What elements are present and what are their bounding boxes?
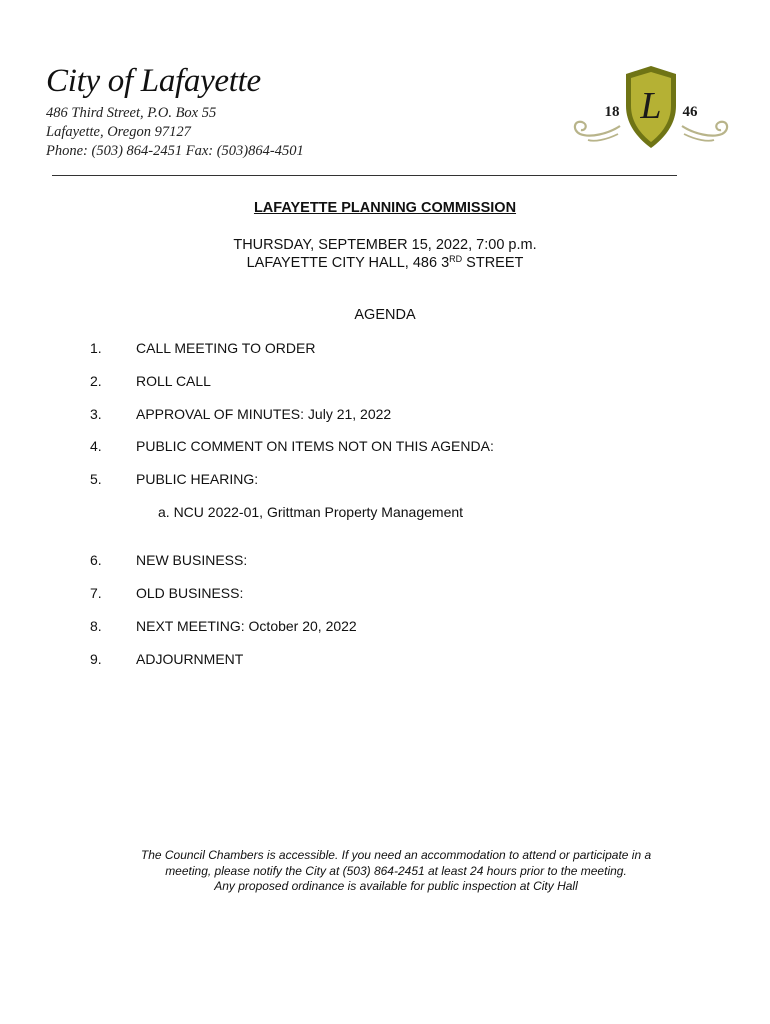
agenda-item-text: ROLL CALL	[136, 373, 211, 389]
phone-fax: Phone: (503) 864-2451 Fax: (503)864-4501	[46, 143, 304, 159]
seal-year-left: 18	[604, 104, 620, 120]
notice-line: Any proposed ordinance is available for public inspection at City Hall	[214, 879, 578, 893]
agenda-item-number: 9.	[90, 651, 102, 667]
notice-line: The Council Chambers is accessible. If you need an accommodation to attend or participate in a	[140, 848, 652, 862]
agenda-item-text: APPROVAL OF MINUTES: July 21, 2022	[136, 406, 392, 422]
agenda-item-number: 2.	[90, 373, 102, 389]
agenda-item-text: CALL MEETING TO ORDER	[136, 340, 316, 356]
address-city: Lafayette, Oregon 97127	[46, 124, 191, 140]
agenda-item-number: 4.	[90, 438, 102, 454]
agenda-heading: AGENDA	[354, 307, 416, 323]
agenda-item-text: NEXT MEETING: October 20, 2022	[136, 618, 357, 634]
notice-line: meeting, please notify the City at (503) 864-2451 at least 24 hours prior to the meeting.	[165, 863, 627, 878]
accessibility-notice	[0, 848, 770, 895]
city-name: City of Lafayette	[46, 63, 261, 99]
agenda-item-text: NEW BUSINESS:	[136, 552, 248, 568]
agenda-item-number: 6.	[90, 552, 102, 568]
agenda-item-text: PUBLIC COMMENT ON ITEMS NOT ON THIS AGENDA:	[136, 438, 494, 454]
header-divider	[52, 175, 677, 176]
seal-letter: L	[640, 85, 662, 127]
agenda-sub-item: a. NCU 2022-01, Grittman Property Management	[158, 504, 464, 520]
address-street: 486 Third Street, P.O. Box 55	[46, 105, 217, 121]
agenda-item-text: ADJOURNMENT	[136, 651, 244, 667]
city-seal-logo	[568, 64, 734, 152]
meeting-location: LAFAYETTE CITY HALL, 486 3RD STREET	[246, 254, 524, 271]
agenda-item-number: 5.	[90, 471, 102, 487]
agenda-item-number: 8.	[90, 618, 102, 634]
document-title: LAFAYETTE PLANNING COMMISSION	[253, 200, 517, 216]
meeting-info	[0, 236, 770, 272]
right-scroll-icon	[682, 122, 727, 136]
agenda-item-number: 7.	[90, 585, 102, 601]
left-scroll-icon	[575, 122, 620, 136]
agenda-item-text: PUBLIC HEARING:	[136, 471, 259, 487]
agenda-item-number: 3.	[90, 406, 102, 422]
letterhead	[46, 62, 304, 161]
meeting-date-time: THURSDAY, SEPTEMBER 15, 2022, 7:00 p.m.	[233, 237, 537, 253]
agenda-item-number: 1.	[90, 340, 102, 356]
agenda-item-text: OLD BUSINESS:	[136, 585, 244, 601]
seal-year-right: 46	[682, 104, 698, 120]
